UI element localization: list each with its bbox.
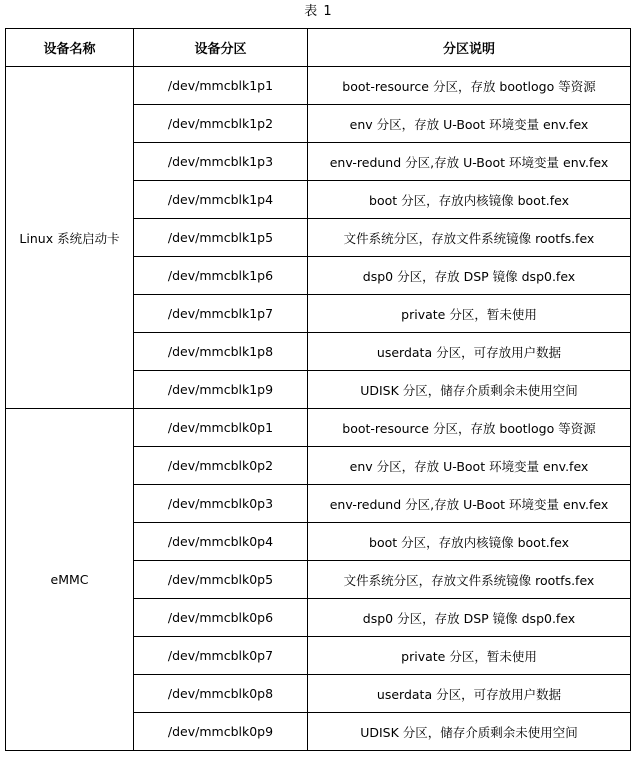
description-cell: boot-resource 分区，存放 bootlogo 等资源 [308,67,631,105]
description-cell: UDISK 分区，储存介质剩余未使用空间 [308,371,631,409]
header-row [6,29,631,67]
device-name-cell: eMMC [6,409,134,751]
partition-cell: /dev/mmcblk1p7 [134,295,308,333]
partition-cell: /dev/mmcblk1p5 [134,219,308,257]
partition-cell: /dev/mmcblk0p7 [134,637,308,675]
partition-cell: /dev/mmcblk0p8 [134,675,308,713]
header-device-name: 设备名称 [6,29,134,67]
partition-table [5,28,631,751]
description-cell: env-redund 分区,存放 U-Boot 环境变量 env.fex [308,485,631,523]
table-caption: 表 1 [304,4,333,19]
header-partition-description: 分区说明 [308,29,631,67]
description-cell: dsp0 分区，存放 DSP 镜像 dsp0.fex [308,599,631,637]
description-cell: private 分区，暂未使用 [308,637,631,675]
description-cell: env 分区，存放 U-Boot 环境变量 env.fex [308,105,631,143]
partition-cell: /dev/mmcblk0p5 [134,561,308,599]
description-cell: userdata 分区，可存放用户数据 [308,333,631,371]
description-cell: 文件系统分区，存放文件系统镜像 rootfs.fex [308,219,631,257]
table-row [6,409,631,447]
description-cell: boot 分区，存放内核镜像 boot.fex [308,181,631,219]
partition-cell: /dev/mmcblk0p3 [134,485,308,523]
description-cell: env-redund 分区,存放 U-Boot 环境变量 env.fex [308,143,631,181]
partition-cell: /dev/mmcblk0p1 [134,409,308,447]
partition-cell: /dev/mmcblk0p2 [134,447,308,485]
table-body [6,67,631,751]
table-header [6,29,631,67]
description-cell: private 分区，暂未使用 [308,295,631,333]
description-cell: boot 分区，存放内核镜像 boot.fex [308,523,631,561]
device-name-cell: Linux 系统启动卡 [6,67,134,409]
partition-cell: /dev/mmcblk0p6 [134,599,308,637]
partition-cell: /dev/mmcblk1p4 [134,181,308,219]
partition-cell: /dev/mmcblk0p4 [134,523,308,561]
description-cell: dsp0 分区，存放 DSP 镜像 dsp0.fex [308,257,631,295]
partition-cell: /dev/mmcblk1p8 [134,333,308,371]
partition-cell: /dev/mmcblk1p3 [134,143,308,181]
description-cell: boot-resource 分区，存放 bootlogo 等资源 [308,409,631,447]
description-cell: UDISK 分区，储存介质剩余未使用空间 [308,713,631,751]
table-row [6,67,631,105]
description-cell: 文件系统分区，存放文件系统镜像 rootfs.fex [308,561,631,599]
partition-cell: /dev/mmcblk1p2 [134,105,308,143]
header-device-partition: 设备分区 [134,29,308,67]
description-cell: userdata 分区，可存放用户数据 [308,675,631,713]
partition-cell: /dev/mmcblk0p9 [134,713,308,751]
description-cell: env 分区，存放 U-Boot 环境变量 env.fex [308,447,631,485]
partition-cell: /dev/mmcblk1p9 [134,371,308,409]
partition-cell: /dev/mmcblk1p6 [134,257,308,295]
partition-cell: /dev/mmcblk1p1 [134,67,308,105]
